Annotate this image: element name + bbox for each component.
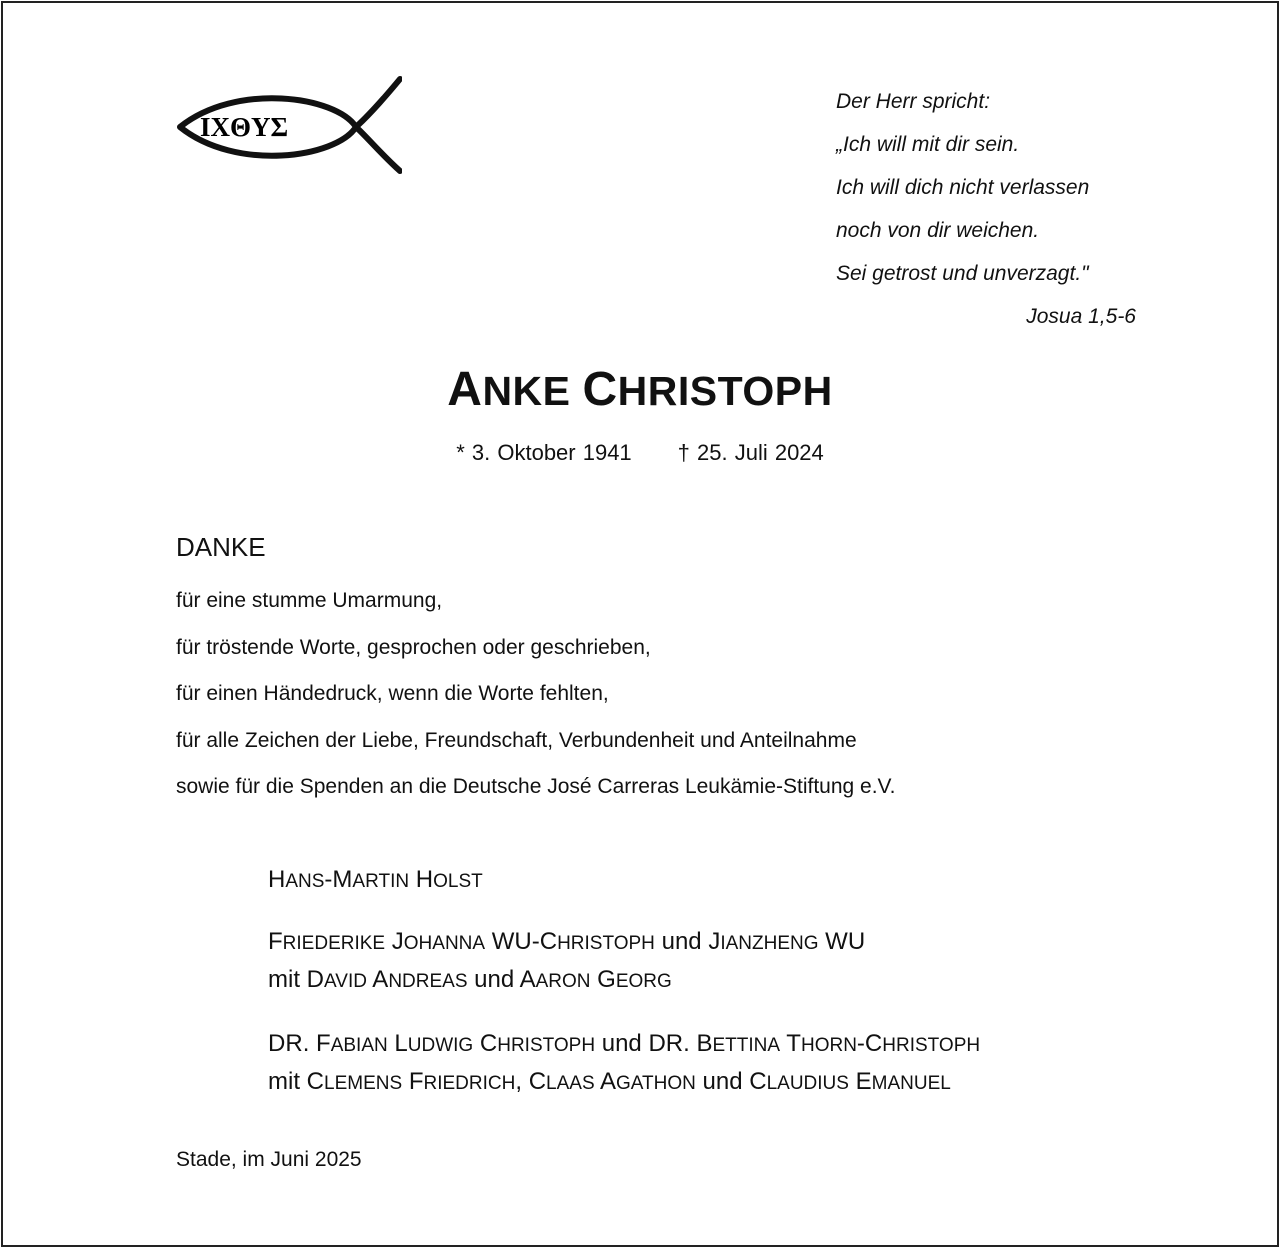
death-date: † 25. Juli 2024 [677,440,824,465]
deceased-name: ANKE CHRISTOPH [447,363,833,416]
life-dates [0,440,1280,466]
family-line: mit DAVID ANDREAS und AARON GEORG [268,966,672,993]
family-group [268,862,980,900]
thanks-heading: DANKE [176,532,266,562]
thanks-line: sowie für die Spenden an die Deutsche José Carreras Leukämie-Stiftung e.V. [176,775,896,798]
verse-reference: Josua 1,5-6 [1026,305,1136,328]
thanks-text [176,578,895,811]
place-date: Stade, im Juni 2025 [176,1148,362,1171]
family-line: DR. FABIAN LUDWIG CHRISTOPH und DR. BETTINA THORN-CHRISTOPH [268,1030,981,1057]
thanks-line: für einen Händedruck, wenn die Worte fehlten, [176,682,609,705]
verse-line: Sei getrost und unverzagt." [836,262,1089,285]
ichthys-text: IXΘYΣ [200,112,289,142]
thanks-line: für alle Zeichen der Liebe, Freundschaft, Verbundenheit und Anteilnahme [176,728,857,752]
verse-line: Ich will dich nicht verlassen [836,176,1090,199]
thanks-line: für eine stumme Umarmung, [176,589,443,612]
verse-line: noch von dir weichen. [836,219,1040,242]
birth-date: * 3. Oktober 1941 [456,440,632,465]
verse-line: „Ich will mit dir sein. [836,133,1020,156]
verse-line: Der Herr spricht: [836,90,991,113]
family-group [268,924,980,1000]
family-signatures [268,862,980,1102]
family-group [268,1026,980,1102]
fish-icon [176,76,402,174]
family-line: mit CLEMENS FRIEDRICH, CLAAS AGATHON und CLAUDIUS EMANUEL [268,1068,951,1095]
family-line: FRIEDERIKE JOHANNA WU-CHRISTOPH und JIANZHENG WU [268,928,866,955]
family-line: HANS-MARTIN HOLST [268,866,483,893]
thanks-line: für tröstende Worte, gesprochen oder geschrieben, [176,635,651,659]
bible-verse [836,80,1136,338]
